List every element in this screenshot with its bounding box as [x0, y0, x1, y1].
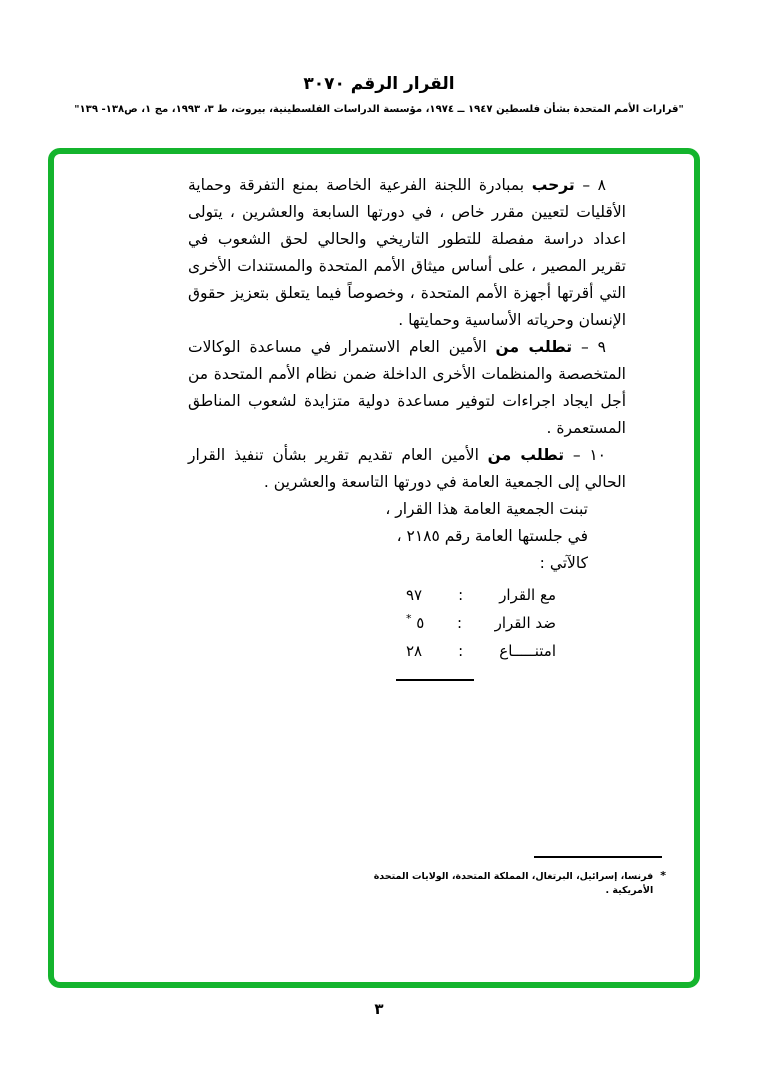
paragraph-9-number: ٩ – [572, 338, 606, 356]
paragraph-10 [188, 442, 626, 496]
paragraph-10-text: الأمين العام تقديم تقرير بشأن تنفيذ القرار الحالي إلى الجمعية العامة في دورتها التاسعة والعشرين . [188, 446, 626, 491]
paragraph-9-lead: تطلب من [495, 338, 573, 356]
footnote-text: فرنسا، إسرائيل، البرتغال، المملكة المتحدة، الولايات المتحدة الأمريكية . [373, 871, 654, 896]
footnote-line [366, 870, 666, 898]
highlight-box [48, 148, 700, 988]
resolution-body [188, 172, 626, 681]
vote-section-divider [396, 679, 474, 681]
vote-row-abstain [406, 635, 556, 663]
adoption-line-3: كالآتي : [539, 554, 588, 572]
vote-against-colon: : [456, 614, 462, 632]
vote-for-number: ٩٧ [406, 586, 423, 604]
paragraph-9-text: الأمين العام الاستمرار في مساعدة الوكالات المتخصصة والمنظمات الأخرى الداخلة ضمن نظام الأمم المتحدة من أجل ايجاد اجراءات لتوفير مساعدة دولية متزايدة لشعوب المناطق المستعمرة . [188, 338, 626, 437]
vote-abstain-count [406, 635, 422, 663]
paragraph-9 [188, 334, 626, 442]
vote-for-label: مع القرار [499, 586, 556, 604]
adoption-line-1: تبنت الجمعية العامة هذا القرار ، [385, 500, 588, 518]
adoption-line-2: في جلستها العامة رقم ٢١٨٥ ، [396, 527, 588, 545]
footnote-block [366, 851, 666, 898]
source-citation-line: "قرارات الأمم المتحدة بشأن فلسطين ١٩٤٧ ــ ١٩٧٤، مؤسسة الدراسات الفلسطينية، بيروت، ط ٣، ١٩٩٣، مج ١، ص١٣٨- ١٣٩" [74, 103, 684, 115]
paragraph-10-number: ١٠ – [564, 446, 606, 464]
paragraph-8-number: ٨ – [574, 176, 606, 194]
vote-for-count [406, 579, 422, 607]
footnote-asterisk: * [660, 869, 666, 882]
vote-abstain-number: ٢٨ [406, 642, 423, 660]
vote-against-number: ٥ [416, 614, 425, 632]
vote-abstain-colon: : [458, 642, 464, 660]
paragraph-8-text: بمبادرة اللجنة الفرعية الخاصة بمنع التفرقة وحماية الأقليات لتعيين مقرر خاص ، في دورتها السابعة والعشرين ، يتولى اعداد دراسة مفصلة للتطور التاريخي والحالي لحق الشعوب في تقرير المصير ، على أساس ميثاق الأمم المتحدة والمستندات الأخرى التي أقرتها أجهزة الأمم المتحدة ، وخصوصاً فيما يتعلق بتعزيز حقوق الإنسان وحرياته الأساسية وحمايتها . [188, 176, 626, 329]
vote-row-for [406, 579, 556, 607]
paragraph-8 [188, 172, 626, 334]
vote-abstain-label: امتنـــــاع [499, 642, 556, 660]
vote-against-count [406, 607, 424, 635]
paragraph-8-lead: ترحب [531, 176, 575, 194]
page-number: ٣ [374, 1000, 384, 1018]
resolution-title: القرار الرقم ٣٠٧٠ [303, 74, 455, 94]
vote-for-colon: : [458, 586, 464, 604]
vote-against-label: ضد القرار [494, 614, 556, 632]
vote-results [406, 579, 556, 663]
paragraph-10-lead: تطلب من [487, 446, 565, 464]
footnote-divider [534, 856, 662, 858]
vote-against-note-marker: * [406, 612, 412, 625]
vote-row-against [406, 607, 556, 635]
